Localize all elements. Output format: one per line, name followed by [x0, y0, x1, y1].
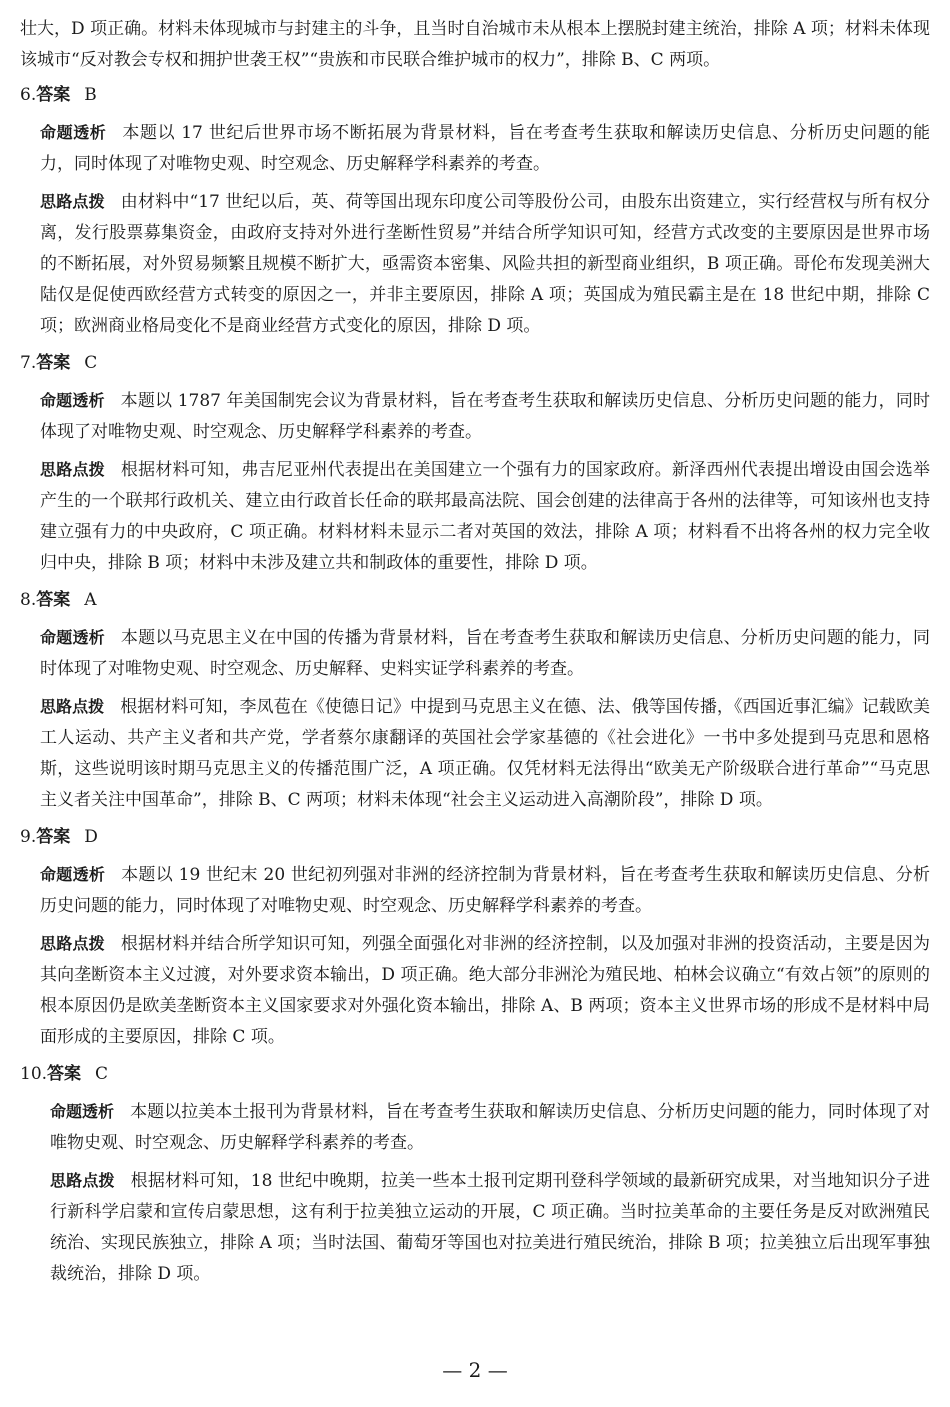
hint-block	[20, 691, 930, 816]
hint-label: 思路点拨	[50, 1171, 115, 1190]
analysis-text: 本题以 19 世纪末 20 世纪初列强对非洲的经济控制为背景材料，旨在考查考生获取和解读历史信息、分析历史问题的能力，同时体现了对唯物史观、时空观念、历史解释学科素养的考查。	[40, 865, 930, 916]
hint-label: 思路点拨	[40, 697, 105, 716]
analysis-label: 命题透析	[40, 865, 106, 884]
question-9	[20, 822, 930, 1053]
hint-text: 根据材料并结合所学知识可知，列强全面强化对非洲的经济控制，以及加强对非洲的投资活动，主要是因为其向垄断资本主义过渡，对外要求资本输出，D 项正确。绝大部分非洲沦为殖民地、柏林会议确立“有效占领”的原则的根本原因仍是欧美垄断资本主义国家要求对外强化资本输出，排除 A、B 两项；资本主义世界市场的形成不是材料中局面形成的主要原因，排除 C 项。	[40, 934, 930, 1047]
hint-label: 思路点拨	[40, 460, 105, 479]
hint-text: 由材料中“17 世纪以后，英、荷等国出现东印度公司等股份公司，由股东出资建立，实行经营权与所有权分离，发行股票募集资金，由政府支持对外进行垄断性贸易”并结合所学知识可知，经营方式改变的主要原因是世界市场的不断拓展，对外贸易频繁且规模不断扩大，亟需资本密集、风险共担的新型商业组织，B 项正确。哥伦布发现美洲大陆仅是促使西欧经营方式转变的原因之一，并非主要原因，排除 A 项；英国成为殖民霸主是在 18 世纪中期，排除 C 项；欧洲商业格局变化不是商业经营方式变化的原因，排除 D 项。	[40, 192, 930, 336]
answer-value: C	[95, 1064, 109, 1084]
analysis-text: 本题以拉美本土报刊为背景材料，旨在考查考生获取和解读历史信息、分析历史问题的能力，同时体现了对唯物史观、时空观念、历史解释学科素养的考查。	[50, 1102, 930, 1153]
question-number: 6.	[20, 85, 37, 105]
hint-text: 根据材料可知，李凤苞在《使德日记》中提到马克思主义在德、法、俄等国传播，《西国近事汇编》记载欧美工人运动、共产主义者和共产党，学者蔡尔康翻译的英国社会学家基德的《社会进化》一书中多处提到马克思和恩格斯，这些说明该时期马克思主义的传播范围广泛，A 项正确。仅凭材料无法得出“欧美无产阶级联合进行革命”“马克思主义者关注中国革命”，排除 B、C 两项；材料未体现“社会主义运动进入高潮阶段”，排除 D 项。	[40, 697, 930, 810]
analysis-block	[20, 385, 930, 448]
hint-block	[20, 1165, 930, 1290]
question-header	[20, 80, 930, 111]
question-number: 9.	[20, 827, 37, 847]
analysis-block	[20, 1096, 930, 1159]
question-header	[20, 822, 930, 853]
answer-label: 答案	[36, 590, 71, 610]
analysis-block	[20, 622, 930, 685]
hint-label: 思路点拨	[40, 192, 105, 211]
answer-value: A	[84, 590, 97, 610]
answer-value: C	[84, 353, 98, 373]
question-header	[20, 348, 930, 379]
analysis-label: 命题透析	[40, 123, 107, 142]
hint-text: 根据材料可知，18 世纪中晚期，拉美一些本土报刊定期刊登科学领域的最新研究成果，对当地知识分子进行新科学启蒙和宣传启蒙思想，这有利于拉美独立运动的开展，C 项正确。当时拉美革命的主要任务是反对欧洲殖民统治、实现民族独立，排除 A 项；当时法国、葡萄牙等国也对拉美进行殖民统治，排除 B 项；拉美独立后出现军事独裁统治，排除 D 项。	[50, 1171, 930, 1284]
analysis-text: 本题以 17 世纪后世界市场不断拓展为背景材料，旨在考查考生获取和解读历史信息、分析历史问题的能力，同时体现了对唯物史观、时空观念、历史解释学科素养的考查。	[40, 123, 930, 174]
intro-paragraph: 壮大，D 项正确。材料未体现城市与封建主的斗争，且当时自治城市未从根本上摆脱封建主统治，排除 A 项；材料未体现该城市“反对教会专权和拥护世袭王权”“贵族和市民联合维护城市的权力”，排除 B、C 两项。	[20, 19, 930, 70]
hint-block	[20, 186, 930, 342]
analysis-block	[20, 117, 930, 180]
question-number: 8.	[20, 590, 37, 610]
analysis-label: 命题透析	[40, 628, 105, 647]
analysis-block	[20, 859, 930, 922]
answer-value: D	[84, 827, 98, 847]
hint-label: 思路点拨	[40, 934, 105, 953]
answer-label: 答案	[36, 353, 71, 373]
analysis-text: 本题以 1787 年美国制宪会议为背景材料，旨在考查考生获取和解读历史信息、分析历史问题的能力，同时体现了对唯物史观、时空观念、历史解释学科素养的考查。	[40, 391, 930, 442]
question-10	[20, 1059, 930, 1290]
analysis-label: 命题透析	[50, 1102, 115, 1121]
hint-text: 根据材料可知，弗吉尼亚州代表提出在美国建立一个强有力的国家政府。新泽西州代表提出增设由国会选举产生的一个联邦行政机关、建立由行政首长任命的联邦最高法院、国会创建的法律高于各州的法律等，可知该州也支持建立强有力的中央政府，C 项正确。材料材料未显示二者对英国的效法，排除 A 项；材料看不出将各州的权力完全收归中央，排除 B 项；材料中未涉及建立共和制政体的重要性，排除 D 项。	[40, 460, 930, 573]
answer-label: 答案	[36, 85, 71, 105]
question-8	[20, 585, 930, 816]
analysis-text: 本题以马克思主义在中国的传播为背景材料，旨在考查考生获取和解读历史信息、分析历史问题的能力，同时体现了对唯物史观、时空观念、历史解释、史料实证学科素养的考查。	[40, 628, 930, 679]
answer-label: 答案	[47, 1064, 82, 1084]
question-number: 10.	[20, 1064, 48, 1084]
question-header	[20, 585, 930, 616]
question-6	[20, 80, 930, 342]
answer-label: 答案	[36, 827, 71, 847]
analysis-label: 命题透析	[40, 391, 105, 410]
question-number: 7.	[20, 353, 37, 373]
hint-block	[20, 928, 930, 1053]
hint-block	[20, 454, 930, 579]
answer-value: B	[84, 85, 97, 105]
question-header	[20, 1059, 930, 1090]
page-number: — 2 —	[442, 1358, 508, 1382]
question-7	[20, 348, 930, 579]
